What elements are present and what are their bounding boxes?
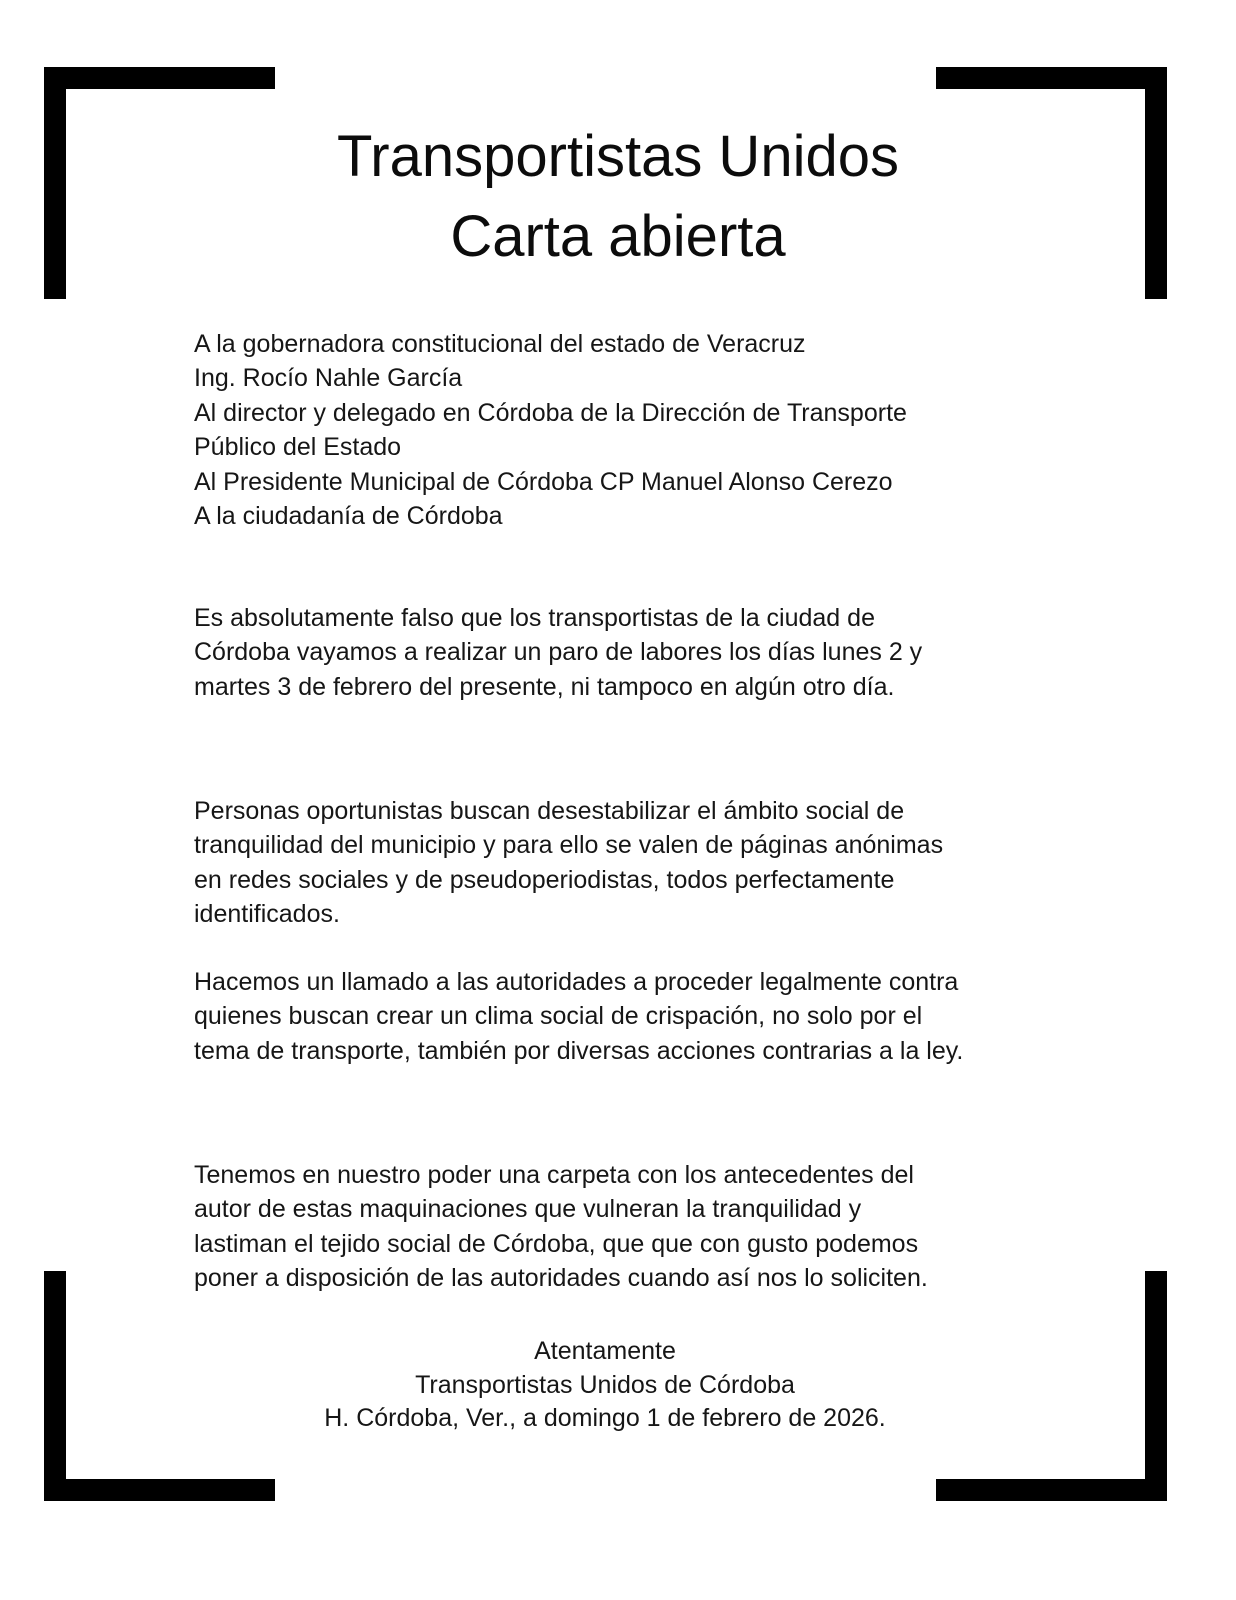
paragraph-line: martes 3 de febrero del presente, ni tampoco en algún otro día. xyxy=(194,672,895,701)
addressee-line: Al director y delegado en Córdoba de la Dirección de Transporte xyxy=(194,398,907,427)
paragraph-line: lastiman el tejido social de Córdoba, que que con gusto podemos xyxy=(194,1229,919,1258)
closing-salutation: Atentamente xyxy=(534,1337,676,1365)
paragraph-line: identificados. xyxy=(194,900,340,929)
paragraph-line: quienes buscan crear un clima social de crispación, no solo por el xyxy=(194,1002,923,1031)
paragraph-line: autor de estas maquinaciones que vulneran la tranquilidad y xyxy=(194,1195,862,1224)
addressee-line: A la gobernadora constitucional del estado de Veracruz xyxy=(194,330,806,358)
paragraph-line: Córdoba vayamos a realizar un paro de labores los días lunes 2 y xyxy=(194,638,923,667)
paragraph-denial xyxy=(194,601,1034,704)
paragraph-line: tranquilidad del municipio y para ello se valen de páginas anónimas xyxy=(194,831,944,860)
paragraph-line: Personas oportunistas buscan desestabilizar el ámbito social de xyxy=(194,797,905,825)
addressee-line: A la ciudadanía de Córdoba xyxy=(194,502,503,531)
document-title: Transportistas Unidos xyxy=(337,124,899,189)
corner-frame-top-left xyxy=(44,67,275,89)
paragraph-line: tema de transporte, también por diversas acciones contrarias a la ley. xyxy=(194,1036,964,1065)
corner-frame-bottom-left xyxy=(44,1479,275,1501)
corner-frame-bottom-right xyxy=(936,1479,1167,1501)
paragraph-line: Hacemos un llamado a las autoridades a proceder legalmente contra xyxy=(194,968,959,996)
addressee-line: Ing. Rocío Nahle García xyxy=(194,364,463,393)
addressee-line: Al Presidente Municipal de Córdoba CP Manuel Alonso Cerezo xyxy=(194,467,893,496)
paragraph-opportunists xyxy=(194,794,1034,932)
paragraph-line: Es absolutamente falso que los transportistas de la ciudad de xyxy=(194,604,875,632)
addressees-block xyxy=(194,327,1034,533)
paragraph-call-to-authorities xyxy=(194,965,1034,1068)
addressee-line: Público del Estado xyxy=(194,433,402,462)
closing-signer: Transportistas Unidos de Córdoba xyxy=(415,1370,795,1399)
paragraph-line: Tenemos en nuestro poder una carpeta con los antecedentes del xyxy=(194,1161,914,1189)
closing-place-date: H. Córdoba, Ver., a domingo 1 de febrero de 2026. xyxy=(324,1404,886,1432)
closing-block xyxy=(0,1335,1210,1436)
document-subtitle: Carta abierta xyxy=(450,204,786,269)
paragraph-evidence xyxy=(194,1158,1034,1296)
paragraph-line: en redes sociales y de pseudoperiodistas, todos perfectamente xyxy=(194,865,895,894)
paragraph-line: poner a disposición de las autoridades cuando así nos lo soliciten. xyxy=(194,1264,928,1293)
corner-frame-top-right xyxy=(936,67,1167,89)
